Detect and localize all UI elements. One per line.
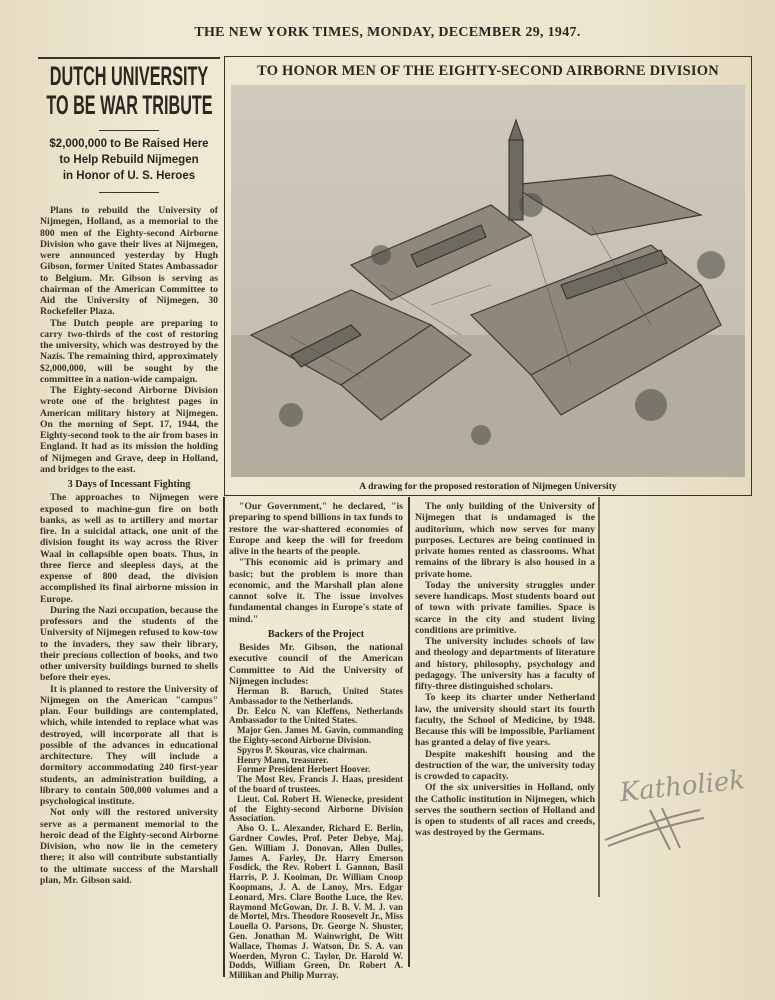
divider bbox=[99, 130, 159, 131]
paragraph: Of the six universities in Holland, only the Catholic institution in Nijmegen, which serves the southern section of Holland and is open to students of all races and creeds, was destroyed by the Germans. bbox=[415, 782, 595, 839]
article-column-3 bbox=[415, 501, 595, 839]
list-item: Herman B. Baruch, United States Ambassador to the Netherlands. bbox=[229, 686, 403, 706]
list-item: Lieut. Col. Robert H. Wienecke, president of the Eighty-second Airborne Division Association. bbox=[229, 793, 403, 824]
paragraph: Despite makeshift housing and the destruction of the war, the university today is crowded to capacity. bbox=[415, 748, 595, 782]
paragraph: The only building of the University of Nijmegen that is undamaged is the auditorium, which now serves for many purposes. Lectures are being continued in private homes rented as classrooms. What remains of the library is also housed in a private home. bbox=[415, 501, 595, 580]
headline-rule bbox=[38, 57, 220, 59]
column-rule bbox=[223, 497, 225, 977]
section-subhead: Backers of the Project bbox=[267, 628, 365, 640]
backers-list bbox=[229, 687, 403, 981]
paragraph: Plans to rebuild the University of Nijmegen, Holland, as a memorial to the 800 men of the Eighty-second Airborne Division who gave their lives at Nijmegen, were announced yesterday by Hugh Gibson, former United States Ambassador to Belgium. Mr. Gibson is serving as chairman of the American Committee to Aid the University of Nijmegen, 30 Rockefeller Plaza. bbox=[40, 205, 218, 318]
paragraph: To keep its charter under Netherland law, the university should start its fourth faculty, the School of Medicine, by 1948. Because this will be impossible, Parliament has granted a delay of five years. bbox=[415, 692, 595, 749]
headline-row bbox=[38, 91, 220, 120]
headline-line-1: DUTCH UNIVERSITY bbox=[49, 61, 209, 91]
headline bbox=[38, 62, 220, 120]
list-item: Spyros P. Skouras, vice chairman. bbox=[237, 744, 368, 755]
architectural-drawing bbox=[231, 85, 745, 477]
paragraph: Besides Mr. Gibson, the national executive council of the American Committee to Aid the University of Nijmegen includes: bbox=[229, 642, 403, 687]
list-item: Former President Herbert Hoover. bbox=[237, 764, 371, 775]
divider bbox=[99, 192, 159, 193]
list-item: The Most Rev. Francis J. Haas, president of the board of trustees. bbox=[229, 774, 403, 794]
masthead: THE NEW YORK TIMES, MONDAY, DECEMBER 29, 1947. bbox=[194, 25, 581, 40]
list-item: Henry Mann, treasurer. bbox=[237, 754, 329, 765]
paragraph: Not only will the restored university serve as a permanent memorial to the heroic dead of the Eighty-second Airborne Division, who now lie in the cemetery there; it also will contribute substantially to the ultimate success of the Marshall plan, Mr. Gibson said. bbox=[40, 807, 218, 886]
deck-line: in Honor of U. S. Heroes bbox=[62, 170, 196, 182]
paragraph: It is planned to restore the University of Nijmegen on the American "campus" plan. Four buildings are contemplated, which, while intended to replace what was destroyed, will incorporate all that is possible of the advances in educational architecture. They will include a dormitory accommodating 240 first-year students, an administration building, a library to contain 500,000 volumes and a psychological institute. bbox=[40, 683, 218, 807]
deck-line: to Help Rebuild Nijmegen bbox=[59, 154, 199, 166]
paragraph: Today the university struggles under severe handicaps. Most students board out of town with private families. Space is scarce in the city and student living conditions are primitive. bbox=[415, 579, 595, 636]
paragraph: The Eighty-second Airborne Division wrote one of the brightest pages in American military history at Nijmegen. On the morning of Sept. 17, 1944, the Eighty-second took to the air from bases in England. It had as its mission the holding of Nijmegen and Grave, deep in Holland, and bridges to the east. bbox=[40, 385, 218, 475]
photo-caption: A drawing for the proposed restoration of Nijmegen University bbox=[359, 481, 617, 492]
column-rule bbox=[408, 497, 410, 967]
deck-line: $2,000,000 to Be Raised Here bbox=[49, 138, 209, 150]
headline-line-2: TO BE WAR TRIBUTE bbox=[45, 90, 213, 120]
photo-title: TO HONOR MEN OF THE EIGHTY-SECOND AIRBORNE DIVISION bbox=[257, 63, 719, 79]
paragraph: The university includes schools of law and theology and departments of literature and history, philosophy, psychology and pedagogy. The university has a faculty of fifty-three distinguished scholars. bbox=[415, 636, 595, 692]
article-column-1 bbox=[40, 205, 218, 886]
headline-row bbox=[38, 62, 220, 91]
paragraph: During the Nazi occupation, because the professors and the students of the University of Nijmegen refused to kow-tow to the invaders, they saw their library, their precious collection of books, and two other university buildings burned to shells before their eyes. bbox=[40, 604, 218, 684]
list-item: Also O. L. Alexander, Richard E. Berlin, Gardner Cowles, Prof. Peter Debye, Maj. Gen. William J. Donovan, Allen Dulles, James A. Farley, Dr. Harry Emerson Fosdick, the Rev. Robert I. Gannon, Basil Harris, P. J. Kooiman, Dr. William Cnoop Koopmans, J. A. de Lanoy, Mrs. Edgar Leonard, Mrs. Clare Boothe Luce, the Rev. Raymond McGowan, Dr. J. B. V. M. J. van de Mortel, Mrs. Theodore Roosevelt Jr., Miss Louella O. Parsons, Dr. George N. Shuster, Gen. Jonathan M. Wainwright, De Witt Wallace, Thomas J. Watson, Dr. S. A. van Woerden, Myron C. Taylor, Dr. Harold W. Dodds, William Green, Dr. Robert A. Millikan and Philip Murray. bbox=[229, 823, 403, 981]
list-item: Major Gen. James M. Gavin, commanding the Eighty-second Airborne Division. bbox=[229, 725, 403, 745]
paragraph: "Our Government," he declared, "is preparing to spend billions in tax funds to restore the war-shattered economies of Europe and keep the will for freedom alive in the hearts of the people. bbox=[229, 501, 403, 557]
subheadline bbox=[38, 136, 220, 184]
paragraph: "This economic aid is primary and basic; but the problem is more than economic, and the Marshall plan alone cannot solve it. The issue involves fundamental changes in Europe's state of mind." bbox=[229, 557, 403, 625]
paragraph: The approaches to Nijmegen were exposed to machine-gun fire on both banks, as well as to artillery and mortar fire. In a suicidal attack, one unit of the division fought its way across the River Waal in collapsible open boats. Thus, in three fierce and sleepless days, at the expense of 800 dead, the division accomplished its final airborne mission in Europe. bbox=[40, 492, 218, 605]
section-subhead: 3 Days of Incessant Fighting bbox=[67, 479, 191, 490]
handwritten-annotation bbox=[600, 750, 770, 850]
paragraph: The Dutch people are preparing to carry two-thirds of the cost of restoring the university, which was destroyed by the Nazis. The remaining third, approximately $2,000,000, will be sought by the committee in a nation-wide campaign. bbox=[40, 317, 218, 385]
list-item: Dr. Eelco N. van Kleffens, Netherlands Ambassador to the United States. bbox=[229, 705, 403, 726]
handwritten-note: Katholiek bbox=[618, 765, 747, 809]
photo-panel bbox=[224, 56, 752, 496]
article-column-2 bbox=[229, 501, 403, 981]
